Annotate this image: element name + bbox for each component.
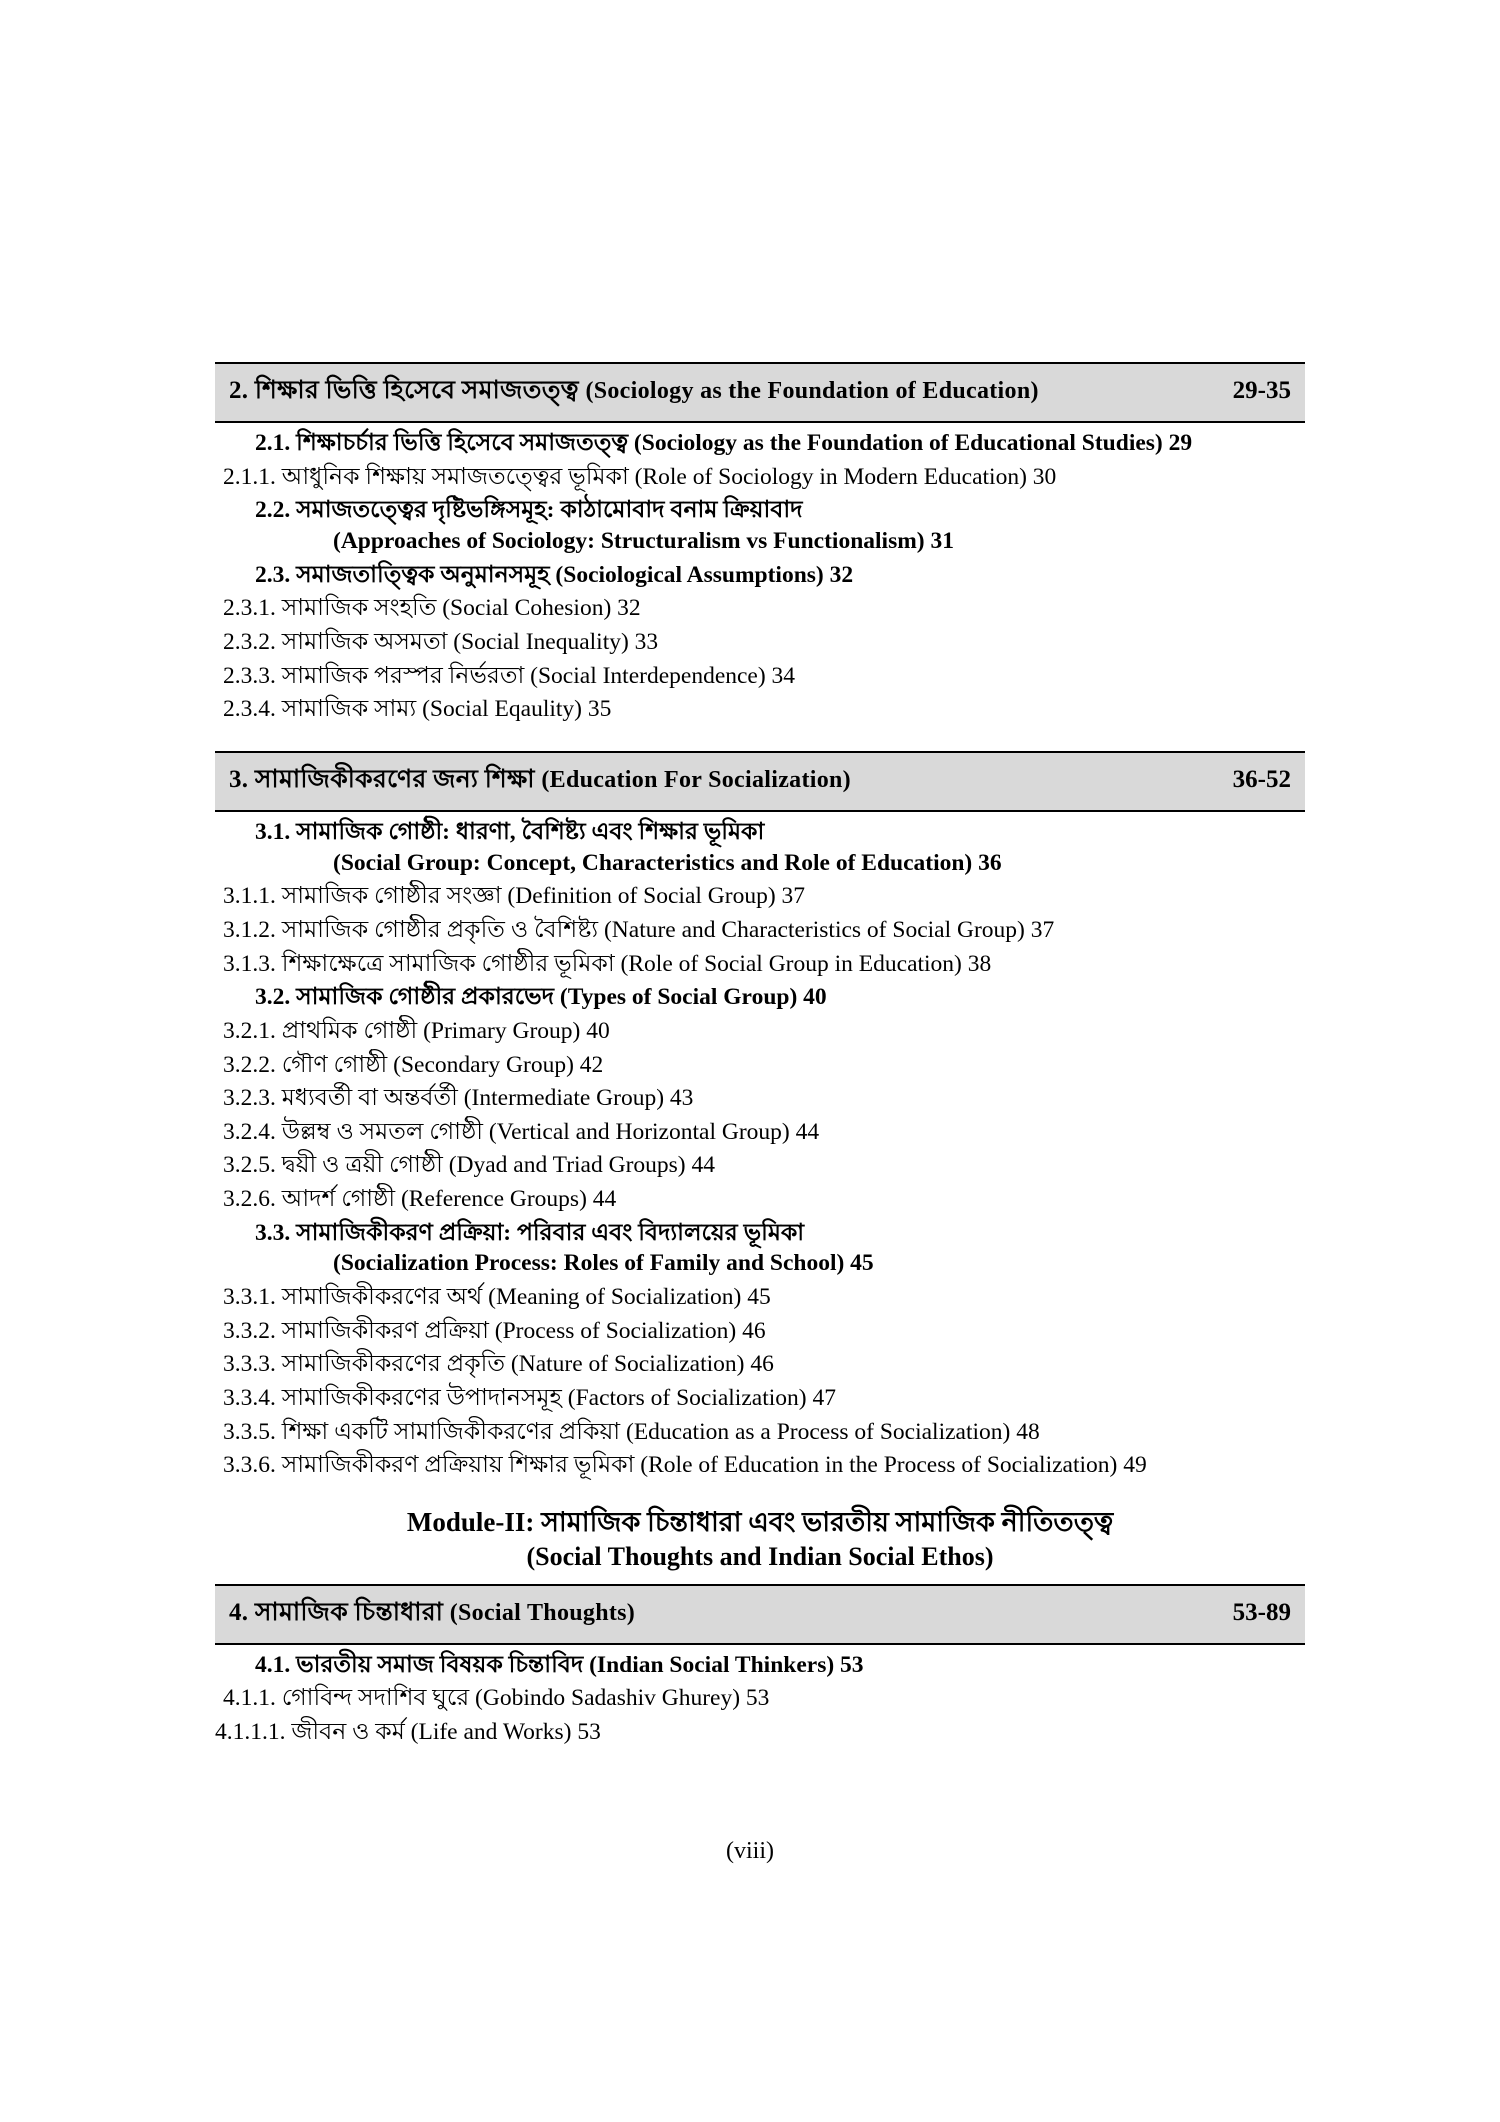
toc-entry-label: 3.2.2. গৌণ গোষ্ঠী (Secondary Group) 42	[223, 1051, 604, 1078]
chapter-2-title	[229, 370, 1039, 413]
toc-entry-continuation: (Socialization Process: Roles of Family and School) 45	[333, 1250, 874, 1277]
toc-content	[215, 362, 1305, 1752]
chapter-3-title-en: (Education For Socialization)	[541, 766, 851, 793]
chapter-2-title-bn: 2. শিক্ষার ভিত্তি হিসেবে সমাজতত্ত্ব	[229, 377, 586, 404]
toc-entry[interactable]	[215, 1451, 1305, 1480]
toc-entry-label: 3.2.4. উল্লম্ব ও সমতল গোষ্ঠী (Vertical and Horizontal Group) 44	[223, 1118, 820, 1145]
chapter-header-4	[215, 1584, 1305, 1645]
chapter-3-pages: 36-52	[1232, 765, 1291, 793]
toc-entry-label: 2.1.1. আধুনিক শিক্ষায় সমাজতত্ত্বের ভূমিকা (Role of Sociology in Modern Education) 30	[223, 463, 1057, 490]
toc-entry-label: 3.3.5. শিক্ষা একটি সামাজিকীকরণের প্রকিয়া (Education as a Process of Socialization) 48	[223, 1418, 1040, 1445]
toc-entry-label: 3.2.6. আদর্শ গোষ্ঠী (Reference Groups) 44	[223, 1186, 617, 1213]
toc-entry-label: 4.1.1.1. জীবন ও কর্ম (Life and Works) 53	[215, 1718, 601, 1745]
toc-entry[interactable]	[215, 1219, 1305, 1278]
toc-entry[interactable]	[215, 1283, 1305, 1312]
toc-entry-label: 2.1. শিক্ষাচর্চার ভিত্তি হিসেবে সমাজতত্ত্ব (Sociology as the Foundation of Educational Studies) 29	[255, 430, 1193, 456]
toc-entry-label: 3.2.3. মধ্যবর্তী বা অন্তর্বর্তী (Intermediate Group) 43	[223, 1085, 694, 1112]
toc-entry[interactable]	[215, 1684, 1305, 1713]
toc-entry-label: 3.1.2. সামাজিক গোষ্ঠীর প্রকৃতি ও বৈশিষ্ট্য (Nature and Characteristics of Social Group) 37	[223, 916, 1055, 943]
toc-entry[interactable]	[215, 1017, 1305, 1046]
chapter-4-title-en: (Social Thoughts)	[449, 1599, 636, 1626]
chapter-3-title	[229, 759, 851, 802]
toc-entry[interactable]	[215, 882, 1305, 911]
toc-entry-label: 3.3.1. সামাজিকীকরণের অর্থ (Meaning of Socialization) 45	[223, 1284, 771, 1311]
toc-entry-label: 2.2. সমাজতত্ত্বের দৃষ্টিভঙ্গিসমূহ: কাঠামোবাদ বনাম ক্রিয়াবাদ	[255, 497, 803, 524]
toc-entry-label: 2.3. সমাজতাত্ত্বিক অনুমানসমূহ (Sociological Assumptions) 32	[255, 561, 854, 588]
toc-entry[interactable]	[215, 429, 1305, 458]
toc-entry-label: 3.1. সামাজিক গোষ্ঠী: ধারণা, বৈশিষ্ট্য এবং শিক্ষার ভূমিকা	[255, 818, 765, 845]
toc-entry-label: 2.3.3. সামাজিক পরস্পর নির্ভরতা (Social Interdependence) 34	[223, 662, 796, 689]
module-heading-line2: (Social Thoughts and Indian Social Ethos)	[526, 1541, 994, 1571]
toc-entry[interactable]	[215, 1185, 1305, 1214]
toc-entry-label: 3.3.3. সামাজিকীকরণের প্রকৃতি (Nature of Socialization) 46	[223, 1351, 774, 1378]
toc-entry[interactable]	[215, 1651, 1305, 1680]
toc-entry[interactable]	[215, 983, 1305, 1012]
toc-entry[interactable]	[215, 1084, 1305, 1113]
toc-entry-label: 2.3.4. সামাজিক সাম্য (Social Eqaulity) 35	[223, 696, 612, 723]
toc-entry-label: 3.2. সামাজিক গোষ্ঠীর প্রকারভেদ (Types of Social Group) 40	[255, 984, 827, 1011]
chapter-2-title-en: (Sociology as the Foundation of Education)	[585, 378, 1039, 404]
chapter-4-title-bn: 4. সামাজিক চিন্তাধারা	[229, 1598, 450, 1626]
toc-entry-label: 2.3.1. সামাজিক সংহতি (Social Cohesion) 32	[223, 595, 641, 622]
spacer	[215, 729, 1305, 751]
toc-entry-continuation: (Approaches of Sociology: Structuralism vs Functionalism) 31	[333, 527, 955, 554]
chapter-header-3	[215, 751, 1305, 812]
chapter-2-pages: 29-35	[1232, 377, 1291, 404]
toc-entry-label: 3.3. সামাজিকীকরণ প্রক্রিয়া: পরিবার এবং বিদ্যালয়ের ভূমিকা	[255, 1219, 805, 1246]
toc-entry-label: 4.1.1. গোবিন্দ সদাশিব ঘুরে (Gobindo Sadashiv Ghurey) 53	[223, 1685, 770, 1712]
toc-entry[interactable]	[215, 1418, 1305, 1447]
toc-entry-label: 3.2.5. দ্বয়ী ও ত্রয়ী গোষ্ঠী (Dyad and Triad Groups) 44	[223, 1152, 716, 1179]
toc-entry[interactable]	[215, 662, 1305, 691]
toc-entry-label: 3.2.1. প্রাথমিক গোষ্ঠী (Primary Group) 40	[223, 1017, 610, 1044]
toc-entry-label: 3.1.3. শিক্ষাক্ষেত্রে সামাজিক গোষ্ঠীর ভূমিকা (Role of Social Group in Education) 38	[223, 950, 992, 977]
module-heading-line1: Module-II: সামাজিক চিন্তাধারা এবং ভারতীয় সামাজিক নীতিতত্ত্ব	[406, 1507, 1114, 1538]
toc-entry[interactable]	[215, 594, 1305, 623]
toc-entry[interactable]	[215, 1118, 1305, 1147]
toc-entry[interactable]	[215, 1051, 1305, 1080]
chapter-4-title	[229, 1592, 635, 1635]
toc-entry-label: 4.1. ভারতীয় সমাজ বিষয়ক চিন্তাবিদ (Indian Social Thinkers) 53	[255, 1651, 864, 1678]
toc-entry[interactable]	[215, 561, 1305, 590]
toc-entry[interactable]	[215, 818, 1305, 877]
toc-entry-label: 3.3.2. সামাজিকীকরণ প্রক্রিয়া (Process of Socialization) 46	[223, 1317, 766, 1344]
module-heading	[215, 1506, 1305, 1574]
toc-entry[interactable]	[215, 695, 1305, 724]
toc-entry[interactable]	[215, 950, 1305, 979]
toc-entry-label: 3.1.1. সামাজিক গোষ্ঠীর সংজ্ঞা (Definition of Social Group) 37	[223, 883, 806, 910]
toc-entry[interactable]	[215, 1350, 1305, 1379]
chapter-header-2	[215, 362, 1305, 423]
toc-entry[interactable]	[215, 1317, 1305, 1346]
chapter-4-pages: 53-89	[1232, 1598, 1291, 1626]
toc-entry[interactable]	[215, 916, 1305, 945]
toc-entry[interactable]	[215, 1384, 1305, 1413]
chapter-3-title-bn: 3. সামাজিকীকরণের জন্য শিক্ষা	[229, 765, 542, 793]
toc-entry[interactable]	[215, 628, 1305, 657]
toc-entry[interactable]	[215, 463, 1305, 492]
toc-entry[interactable]	[215, 1151, 1305, 1180]
toc-entry-label: 3.3.6. সামাজিকীকরণ প্রক্রিয়ায় শিক্ষার ভূমিকা (Role of Education in the Process of Socialization) 49	[223, 1452, 1147, 1479]
toc-entry-label: 2.3.2. সামাজিক অসমতা (Social Inequality) 33	[223, 628, 659, 655]
page-folio: (viii)	[726, 1838, 774, 1864]
toc-entry[interactable]	[215, 1718, 1305, 1747]
toc-entry-label: 3.3.4. সামাজিকীকরণের উপাদানসমূহ (Factors of Socialization) 47	[223, 1385, 836, 1412]
toc-entry[interactable]	[215, 496, 1305, 555]
toc-entry-continuation: (Social Group: Concept, Characteristics and Role of Education) 36	[333, 849, 1002, 876]
